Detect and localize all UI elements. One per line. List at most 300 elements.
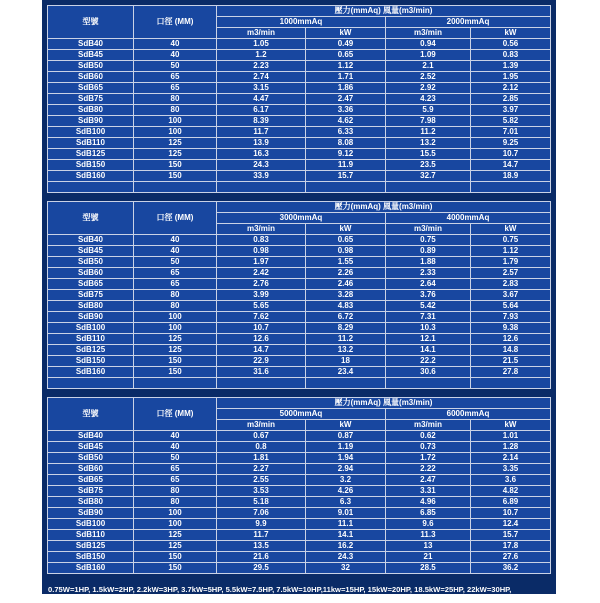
diameter-cell: 40 <box>134 442 217 453</box>
model-cell: SdB65 <box>48 475 134 486</box>
diameter-cell: 125 <box>134 541 217 552</box>
table-row <box>48 105 551 116</box>
model-cell: SdB100 <box>48 519 134 530</box>
spacer-cell <box>134 182 217 193</box>
subcol-header: m3/min <box>385 420 470 431</box>
subcol-header: m3/min <box>385 224 470 235</box>
value-cell: 13.2 <box>306 345 386 356</box>
diameter-cell: 40 <box>134 431 217 442</box>
model-cell: SdB90 <box>48 508 134 519</box>
value-cell: 15.7 <box>470 530 550 541</box>
value-cell: 36.2 <box>470 563 550 574</box>
value-cell: 14.1 <box>385 345 470 356</box>
table-row <box>48 160 551 171</box>
value-cell: 14.7 <box>470 160 550 171</box>
value-cell: 2.23 <box>216 61 305 72</box>
value-cell: 2.33 <box>385 268 470 279</box>
value-cell: 3.76 <box>385 290 470 301</box>
value-cell: 16.3 <box>216 149 305 160</box>
value-cell: 17.8 <box>470 541 550 552</box>
value-cell: 11.1 <box>306 519 386 530</box>
model-cell: SdB50 <box>48 453 134 464</box>
value-cell: 1.28 <box>470 442 550 453</box>
diameter-cell: 125 <box>134 530 217 541</box>
model-cell: SdB45 <box>48 50 134 61</box>
diameter-cell: 80 <box>134 105 217 116</box>
model-cell: SdB60 <box>48 72 134 83</box>
value-cell: 0.83 <box>470 50 550 61</box>
diameter-cell: 80 <box>134 290 217 301</box>
value-cell: 3.53 <box>216 486 305 497</box>
value-cell: 8.29 <box>306 323 386 334</box>
diameter-cell: 40 <box>134 39 217 50</box>
value-cell: 1.39 <box>470 61 550 72</box>
value-cell: 11.3 <box>385 530 470 541</box>
subcol-header: kW <box>306 420 386 431</box>
value-cell: 2.55 <box>216 475 305 486</box>
value-cell: 5.42 <box>385 301 470 312</box>
table-row <box>48 138 551 149</box>
pressure-col-header: 3000mmAq <box>216 213 385 224</box>
model-cell: SdB110 <box>48 530 134 541</box>
value-cell: 21.5 <box>470 356 550 367</box>
subcol-header: kW <box>306 28 386 39</box>
value-cell: 3.6 <box>470 475 550 486</box>
model-cell: SdB150 <box>48 552 134 563</box>
pressure-airflow-header: 壓力(mmAq) 風量(m3/min) <box>216 202 550 213</box>
value-cell: 5.82 <box>470 116 550 127</box>
value-cell: 29.5 <box>216 563 305 574</box>
pressure-col-header: 6000mmAq <box>385 409 550 420</box>
model-cell: SdB75 <box>48 486 134 497</box>
value-cell: 2.92 <box>385 83 470 94</box>
diameter-cell: 80 <box>134 94 217 105</box>
pressure-col-header: 1000mmAq <box>216 17 385 28</box>
diameter-cell: 100 <box>134 116 217 127</box>
table-row <box>48 235 551 246</box>
diameter-cell: 65 <box>134 464 217 475</box>
power-conversion-line-1: 0.75W=1HP, 1.5kW=2HP, 2.2kW=3HP, 3.7kW=5HP, 5.5kW=7.5HP, 7.5kW=10HP,11kw=15HP, 15kW=20HP, 18.5kW=25HP, 22kW=30HP, <box>48 585 512 594</box>
table-row <box>48 508 551 519</box>
table-row <box>48 279 551 290</box>
model-cell: SdB50 <box>48 257 134 268</box>
value-cell: 0.83 <box>216 235 305 246</box>
table-row <box>48 486 551 497</box>
value-cell: 5.9 <box>385 105 470 116</box>
diameter-cell: 125 <box>134 345 217 356</box>
value-cell: 4.83 <box>306 301 386 312</box>
subcol-header: kW <box>470 420 550 431</box>
value-cell: 2.46 <box>306 279 386 290</box>
value-cell: 3.2 <box>306 475 386 486</box>
value-cell: 21 <box>385 552 470 563</box>
value-cell: 2.26 <box>306 268 386 279</box>
value-cell: 9.6 <box>385 519 470 530</box>
value-cell: 0.75 <box>385 235 470 246</box>
value-cell: 2.64 <box>385 279 470 290</box>
value-cell: 2.12 <box>470 83 550 94</box>
value-cell: 10.3 <box>385 323 470 334</box>
value-cell: 15.5 <box>385 149 470 160</box>
value-cell: 1.01 <box>470 431 550 442</box>
value-cell: 11.2 <box>306 334 386 345</box>
value-cell: 2.52 <box>385 72 470 83</box>
value-cell: 0.94 <box>385 39 470 50</box>
model-header: 型號 <box>48 6 134 39</box>
value-cell: 32 <box>306 563 386 574</box>
value-cell: 2.47 <box>306 94 386 105</box>
value-cell: 14.1 <box>306 530 386 541</box>
value-cell: 9.25 <box>470 138 550 149</box>
value-cell: 0.65 <box>306 235 386 246</box>
value-cell: 11.2 <box>385 127 470 138</box>
value-cell: 1.05 <box>216 39 305 50</box>
diameter-cell: 100 <box>134 508 217 519</box>
value-cell: 3.31 <box>385 486 470 497</box>
subcol-header: m3/min <box>216 420 305 431</box>
value-cell: 4.62 <box>306 116 386 127</box>
table-row <box>48 464 551 475</box>
value-cell: 14.8 <box>470 345 550 356</box>
value-cell: 5.18 <box>216 497 305 508</box>
value-cell: 1.55 <box>306 257 386 268</box>
value-cell: 1.2 <box>216 50 305 61</box>
value-cell: 2.85 <box>470 94 550 105</box>
diameter-cell: 100 <box>134 323 217 334</box>
model-cell: SdB40 <box>48 39 134 50</box>
value-cell: 2.94 <box>306 464 386 475</box>
value-cell: 2.76 <box>216 279 305 290</box>
table-row <box>48 149 551 160</box>
model-cell: SdB80 <box>48 497 134 508</box>
value-cell: 9.01 <box>306 508 386 519</box>
value-cell: 15.7 <box>306 171 386 182</box>
value-cell: 13 <box>385 541 470 552</box>
value-cell: 6.85 <box>385 508 470 519</box>
table-row <box>48 268 551 279</box>
value-cell: 4.82 <box>470 486 550 497</box>
table-row <box>48 431 551 442</box>
value-cell: 1.86 <box>306 83 386 94</box>
table-row <box>48 345 551 356</box>
diameter-cell: 125 <box>134 138 217 149</box>
value-cell: 2.14 <box>470 453 550 464</box>
value-cell: 23.4 <box>306 367 386 378</box>
model-cell: SdB65 <box>48 279 134 290</box>
value-cell: 0.75 <box>470 235 550 246</box>
value-cell: 1.19 <box>306 442 386 453</box>
spacer-row <box>48 378 551 389</box>
value-cell: 1.09 <box>385 50 470 61</box>
table-row <box>48 552 551 563</box>
value-cell: 6.72 <box>306 312 386 323</box>
spacer-cell <box>470 378 550 389</box>
value-cell: 1.94 <box>306 453 386 464</box>
value-cell: 6.3 <box>306 497 386 508</box>
model-cell: SdB125 <box>48 345 134 356</box>
model-cell: SdB60 <box>48 464 134 475</box>
subcol-header: m3/min <box>385 28 470 39</box>
value-cell: 11.9 <box>306 160 386 171</box>
diameter-cell: 40 <box>134 246 217 257</box>
value-cell: 13.2 <box>385 138 470 149</box>
table-row <box>48 475 551 486</box>
model-header: 型號 <box>48 398 134 431</box>
value-cell: 9.38 <box>470 323 550 334</box>
table-row <box>48 171 551 182</box>
value-cell: 5.65 <box>216 301 305 312</box>
diameter-cell: 125 <box>134 334 217 345</box>
subcol-header: m3/min <box>216 224 305 235</box>
value-cell: 3.99 <box>216 290 305 301</box>
model-cell: SdB80 <box>48 301 134 312</box>
diameter-header: 口徑 (MM) <box>134 202 217 235</box>
value-cell: 12.6 <box>470 334 550 345</box>
model-cell: SdB160 <box>48 171 134 182</box>
value-cell: 0.73 <box>385 442 470 453</box>
value-cell: 12.4 <box>470 519 550 530</box>
table-row <box>48 301 551 312</box>
diameter-header: 口徑 (MM) <box>134 398 217 431</box>
value-cell: 0.89 <box>385 246 470 257</box>
value-cell: 16.2 <box>306 541 386 552</box>
value-cell: 1.97 <box>216 257 305 268</box>
value-cell: 18.9 <box>470 171 550 182</box>
value-cell: 7.93 <box>470 312 550 323</box>
value-cell: 1.72 <box>385 453 470 464</box>
value-cell: 2.74 <box>216 72 305 83</box>
model-cell: SdB45 <box>48 442 134 453</box>
model-cell: SdB90 <box>48 312 134 323</box>
value-cell: 0.62 <box>385 431 470 442</box>
value-cell: 3.28 <box>306 290 386 301</box>
diameter-cell: 125 <box>134 149 217 160</box>
model-cell: SdB60 <box>48 268 134 279</box>
value-cell: 13.9 <box>216 138 305 149</box>
spacer-cell <box>216 378 305 389</box>
diameter-cell: 100 <box>134 312 217 323</box>
value-cell: 27.6 <box>470 552 550 563</box>
model-cell: SdB160 <box>48 563 134 574</box>
model-cell: SdB45 <box>48 246 134 257</box>
value-cell: 22.9 <box>216 356 305 367</box>
value-cell: 24.3 <box>306 552 386 563</box>
spacer-cell <box>306 378 386 389</box>
value-cell: 0.56 <box>470 39 550 50</box>
diameter-cell: 150 <box>134 367 217 378</box>
value-cell: 8.08 <box>306 138 386 149</box>
spacer-cell <box>216 182 305 193</box>
value-cell: 4.26 <box>306 486 386 497</box>
model-cell: SdB150 <box>48 160 134 171</box>
value-cell: 10.7 <box>470 508 550 519</box>
value-cell: 22.2 <box>385 356 470 367</box>
value-cell: 0.98 <box>306 246 386 257</box>
spacer-cell <box>48 378 134 389</box>
value-cell: 3.97 <box>470 105 550 116</box>
value-cell: 2.83 <box>470 279 550 290</box>
model-cell: SdB125 <box>48 541 134 552</box>
diameter-cell: 50 <box>134 257 217 268</box>
diameter-cell: 40 <box>134 235 217 246</box>
diameter-cell: 100 <box>134 127 217 138</box>
value-cell: 24.3 <box>216 160 305 171</box>
model-cell: SdB65 <box>48 83 134 94</box>
pressure-col-header: 2000mmAq <box>385 17 550 28</box>
value-cell: 8.39 <box>216 116 305 127</box>
table-row <box>48 334 551 345</box>
value-cell: 9.12 <box>306 149 386 160</box>
model-cell: SdB110 <box>48 334 134 345</box>
value-cell: 4.23 <box>385 94 470 105</box>
subcol-header: kW <box>470 28 550 39</box>
model-cell: SdB50 <box>48 61 134 72</box>
subcol-header: kW <box>306 224 386 235</box>
table-row <box>48 453 551 464</box>
diameter-cell: 150 <box>134 563 217 574</box>
value-cell: 27.8 <box>470 367 550 378</box>
value-cell: 0.67 <box>216 431 305 442</box>
spec-table-3000-4000 <box>47 201 551 389</box>
value-cell: 1.88 <box>385 257 470 268</box>
model-cell: SdB75 <box>48 94 134 105</box>
value-cell: 23.5 <box>385 160 470 171</box>
spacer-cell <box>306 182 386 193</box>
diameter-cell: 80 <box>134 497 217 508</box>
model-cell: SdB125 <box>48 149 134 160</box>
value-cell: 3.35 <box>470 464 550 475</box>
diameter-cell: 65 <box>134 268 217 279</box>
table-row <box>48 563 551 574</box>
value-cell: 4.47 <box>216 94 305 105</box>
diameter-cell: 100 <box>134 519 217 530</box>
value-cell: 3.36 <box>306 105 386 116</box>
table-row <box>48 50 551 61</box>
table-row <box>48 39 551 50</box>
value-cell: 33.9 <box>216 171 305 182</box>
value-cell: 14.7 <box>216 345 305 356</box>
table-row <box>48 442 551 453</box>
value-cell: 9.9 <box>216 519 305 530</box>
value-cell: 4.96 <box>385 497 470 508</box>
spacer-cell <box>134 378 217 389</box>
value-cell: 21.6 <box>216 552 305 563</box>
value-cell: 3.67 <box>470 290 550 301</box>
spacer-cell <box>470 182 550 193</box>
model-header: 型號 <box>48 202 134 235</box>
value-cell: 13.5 <box>216 541 305 552</box>
value-cell: 0.87 <box>306 431 386 442</box>
diameter-cell: 65 <box>134 83 217 94</box>
spacer-cell <box>385 182 470 193</box>
model-cell: SdB150 <box>48 356 134 367</box>
value-cell: 1.12 <box>306 61 386 72</box>
value-cell: 7.31 <box>385 312 470 323</box>
model-cell: SdB40 <box>48 431 134 442</box>
value-cell: 6.17 <box>216 105 305 116</box>
value-cell: 7.06 <box>216 508 305 519</box>
diameter-cell: 80 <box>134 301 217 312</box>
table-row <box>48 497 551 508</box>
table-row <box>48 541 551 552</box>
value-cell: 1.12 <box>470 246 550 257</box>
spacer-cell <box>385 378 470 389</box>
value-cell: 31.6 <box>216 367 305 378</box>
value-cell: 3.15 <box>216 83 305 94</box>
value-cell: 11.7 <box>216 530 305 541</box>
value-cell: 0.49 <box>306 39 386 50</box>
value-cell: 2.22 <box>385 464 470 475</box>
diameter-cell: 150 <box>134 171 217 182</box>
power-conversion-line-2: 30kW=40HP, 37kW=50HP, 45kW=60HP <box>48 594 185 603</box>
spacer-row <box>48 182 551 193</box>
spacer-cell <box>48 182 134 193</box>
pressure-col-header: 5000mmAq <box>216 409 385 420</box>
table-row <box>48 83 551 94</box>
value-cell: 6.89 <box>470 497 550 508</box>
value-cell: 7.98 <box>385 116 470 127</box>
model-cell: SdB160 <box>48 367 134 378</box>
table-row <box>48 246 551 257</box>
value-cell: 30.6 <box>385 367 470 378</box>
diameter-cell: 150 <box>134 552 217 563</box>
diameter-cell: 65 <box>134 72 217 83</box>
pressure-airflow-header: 壓力(mmAq) 風量(m3/min) <box>216 398 550 409</box>
table-row <box>48 367 551 378</box>
table-row <box>48 116 551 127</box>
value-cell: 2.27 <box>216 464 305 475</box>
value-cell: 18 <box>306 356 386 367</box>
table-row <box>48 61 551 72</box>
value-cell: 2.57 <box>470 268 550 279</box>
value-cell: 2.1 <box>385 61 470 72</box>
diameter-cell: 40 <box>134 50 217 61</box>
value-cell: 12.6 <box>216 334 305 345</box>
value-cell: 28.5 <box>385 563 470 574</box>
value-cell: 11.7 <box>216 127 305 138</box>
diameter-header: 口徑 (MM) <box>134 6 217 39</box>
diameter-cell: 65 <box>134 475 217 486</box>
diameter-cell: 80 <box>134 486 217 497</box>
value-cell: 6.33 <box>306 127 386 138</box>
model-cell: SdB110 <box>48 138 134 149</box>
table-row <box>48 530 551 541</box>
value-cell: 1.79 <box>470 257 550 268</box>
table-row <box>48 519 551 530</box>
model-cell: SdB100 <box>48 127 134 138</box>
table-row <box>48 127 551 138</box>
value-cell: 32.7 <box>385 171 470 182</box>
table-row <box>48 257 551 268</box>
value-cell: 1.81 <box>216 453 305 464</box>
spec-table-5000-6000 <box>47 397 551 574</box>
subcol-header: kW <box>470 224 550 235</box>
model-cell: SdB40 <box>48 235 134 246</box>
value-cell: 2.42 <box>216 268 305 279</box>
value-cell: 7.01 <box>470 127 550 138</box>
value-cell: 0.8 <box>216 442 305 453</box>
table-row <box>48 290 551 301</box>
value-cell: 0.65 <box>306 50 386 61</box>
pressure-airflow-header: 壓力(mmAq) 風量(m3/min) <box>216 6 550 17</box>
subcol-header: m3/min <box>216 28 305 39</box>
diameter-cell: 50 <box>134 453 217 464</box>
diameter-cell: 150 <box>134 356 217 367</box>
value-cell: 0.98 <box>216 246 305 257</box>
diameter-cell: 65 <box>134 279 217 290</box>
table-row <box>48 356 551 367</box>
value-cell: 10.7 <box>470 149 550 160</box>
